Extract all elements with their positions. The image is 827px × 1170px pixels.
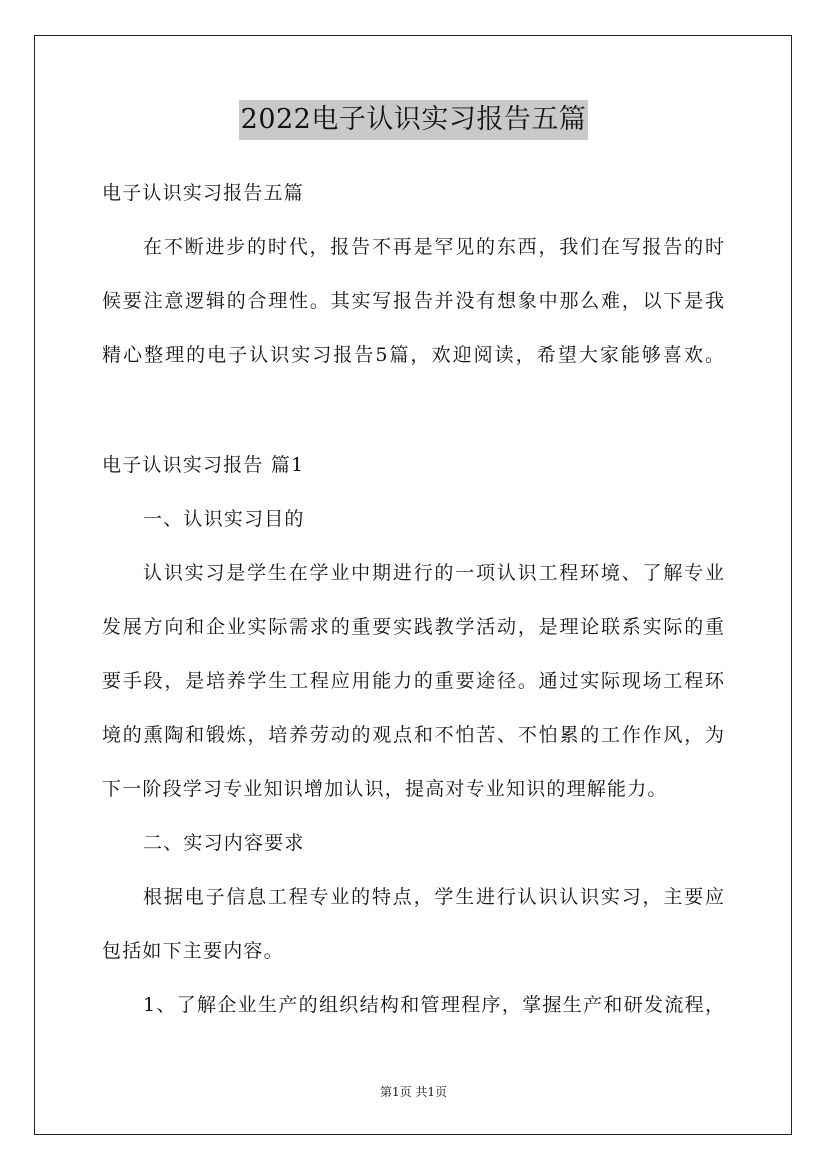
intro-line-2: 候要注意逻辑的合理性。其实写报告并没有想象中那么难，以下是我 xyxy=(102,290,724,312)
part2-line-1: 根据电子信息工程专业的特点，学生进行认识认识实习，主要应 xyxy=(143,886,724,908)
item1-line: 1、了解企业生产的组织结构和管理程序，掌握生产和研发流程， xyxy=(143,994,724,1016)
part1-heading: 一、认识实习目的 xyxy=(143,508,305,530)
part1-line-1: 认识实习是学生在学业中期进行的一项认识工程环境、了解专业 xyxy=(143,562,724,584)
part1-line-2: 发展方向和企业实际需求的重要实践教学活动，是理论联系实际的重 xyxy=(102,616,724,638)
part1-line-4: 境的熏陶和锻炼，培养劳动的观点和不怕苦、不怕累的工作作风，为 xyxy=(102,724,724,746)
page-footer: 第1页 共1页 xyxy=(379,1085,448,1099)
document-subtitle: 电子认识实习报告五篇 xyxy=(102,182,305,204)
title-wrap xyxy=(0,100,827,140)
part2-heading: 二、实习内容要求 xyxy=(143,832,305,854)
intro-line-3: 精心整理的电子认识实习报告5篇，欢迎阅读，希望大家能够喜欢。 xyxy=(102,344,724,366)
part1-line-3: 要手段，是培养学生工程应用能力的重要途径。通过实际现场工程环 xyxy=(102,670,724,692)
intro-line-1: 在不断进步的时代，报告不再是罕见的东西，我们在写报告的时 xyxy=(143,236,724,258)
part2-line-2: 包括如下主要内容。 xyxy=(102,940,284,962)
part1-line-5: 下一阶段学习专业知识增加认识，提高对专业知识的理解能力。 xyxy=(102,778,668,800)
document-title: 2022电子认识实习报告五篇 xyxy=(239,100,589,140)
section-heading: 电子认识实习报告 篇1 xyxy=(102,454,305,476)
